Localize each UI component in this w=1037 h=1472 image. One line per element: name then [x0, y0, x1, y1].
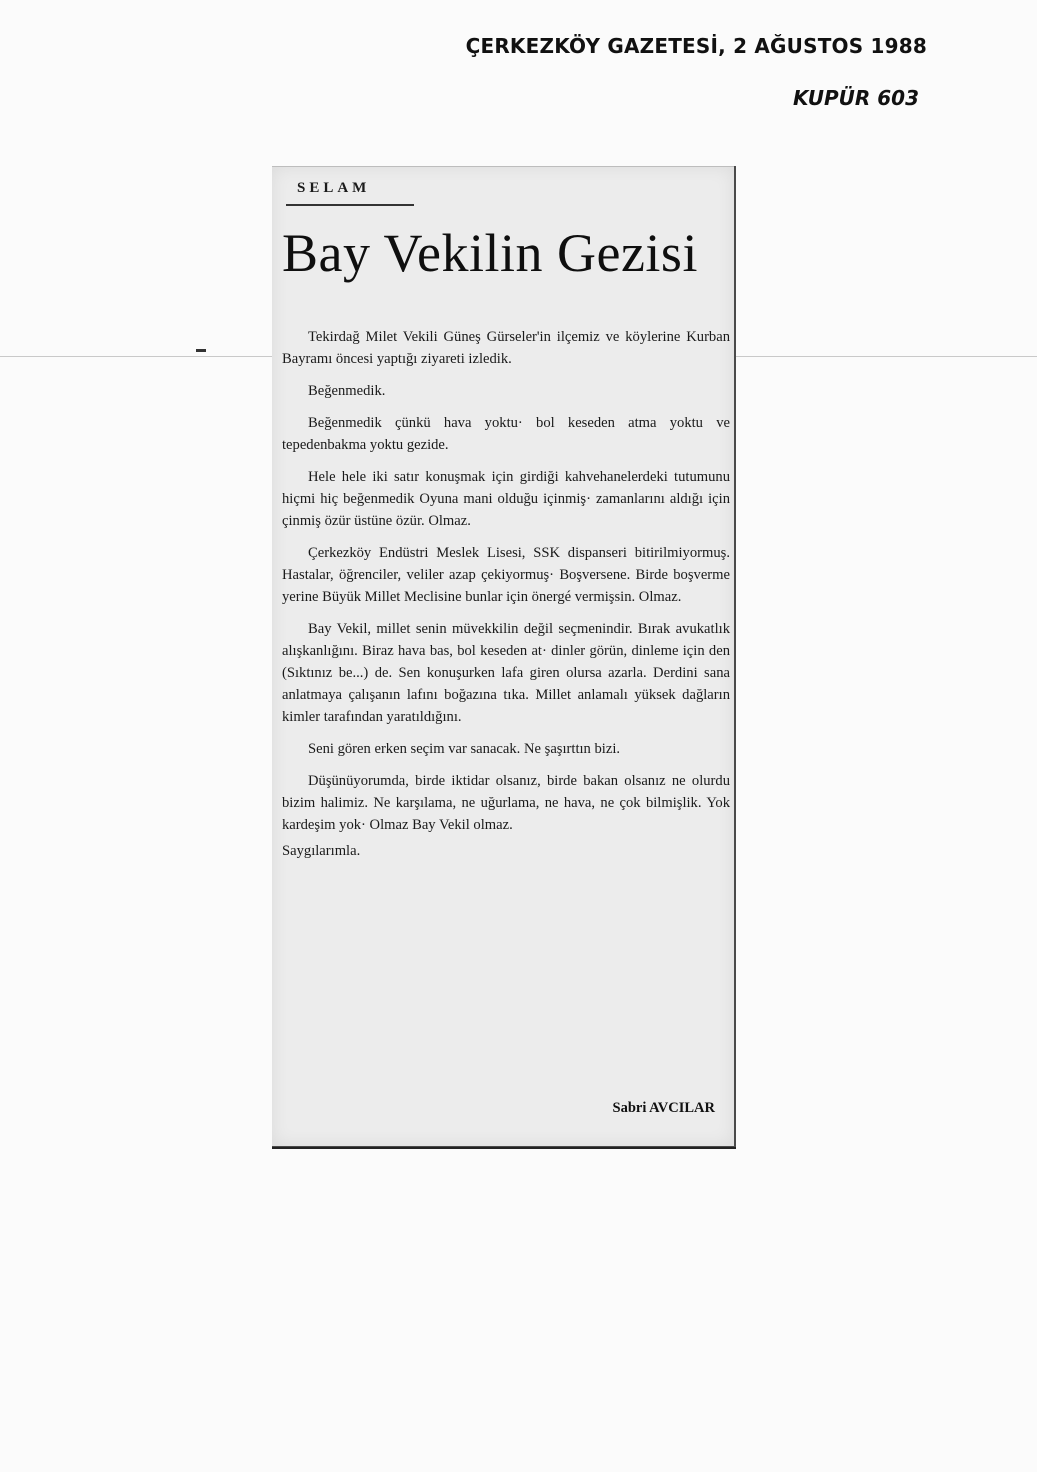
margin-mark: [196, 349, 206, 352]
article-paragraph: Çerkezköy Endüstri Meslek Lisesi, SSK dispanseri bitirilmiyormuş. Hastalar, öğrenciler, veliler azap çekiyormuş· Boşversene. Birde boşverme yerine Büyük Millet Meclisine bunlar için önergé vermişsin. Olmaz.: [282, 545, 730, 605]
article-paragraph: Tekirdağ Milet Vekili Güneş Gürseler'in ilçemiz ve köylerine Kurban Bayramı öncesi yaptığı ziyareti izledik.: [282, 329, 730, 367]
article-body: [282, 326, 730, 872]
article-closing: Saygılarımla.: [282, 843, 361, 859]
article-paragraph: Seni gören erken seçim var sanacak. Ne şaşırttın bizi.: [308, 741, 621, 757]
article-paragraph: Düşünüyorumda, birde iktidar olsanız, birde bakan olsanız ne olurdu bizim halimiz. Ne karşılama, ne uğurlama, ne hava, ne çok bilmişlik. Yok kardeşim yok· Olmaz Bay Vekil olmaz.: [282, 773, 730, 833]
article-paragraph: Beğenmedik çünkü hava yoktu· bol keseden atma yoktu ve tepedenbakma yoktu gezide.: [282, 415, 730, 453]
article-headline: Bay Vekilin Gezisi: [282, 223, 698, 283]
clipping-bottom-rule: [272, 1147, 736, 1149]
section-underline: [286, 204, 414, 206]
newspaper-source-title: ÇERKEZKÖY GAZETESİ, 2 AĞUSTOS 1988: [465, 34, 927, 58]
column-section-label: SELAM: [297, 180, 371, 196]
article-paragraph: Hele hele iki satır konuşmak için girdiği kahvehanelerdeki tutumunu hiçmi hiç beğenmedik Oyuna mani olduğu içinmiş· zamanlarını aldığı için çinmiş özür üstüne özür. Olmaz.: [282, 469, 730, 529]
clipping-top-edge: [272, 166, 734, 167]
article-paragraph: Bay Vekil, millet senin müvekkilin değil seçmenindir. Bırak avukatlık alışkanlığını. Biraz hava bas, bol keseden at· dinler görün, dinleme için den (Sıktınız be...) de. Sen konuşurken lafa giren olursa azarla. Derdini sana anlatmaya çalışanın lafını boğazına tıka. Millet anlamalı yüksek dağların kimler tarafından yaratıldığını.: [282, 621, 730, 725]
clipping-code: KUPÜR 603: [792, 86, 919, 110]
article-paragraph: Beğenmedik.: [308, 383, 386, 399]
author-signature: Sabri AVCILAR: [612, 1100, 715, 1116]
